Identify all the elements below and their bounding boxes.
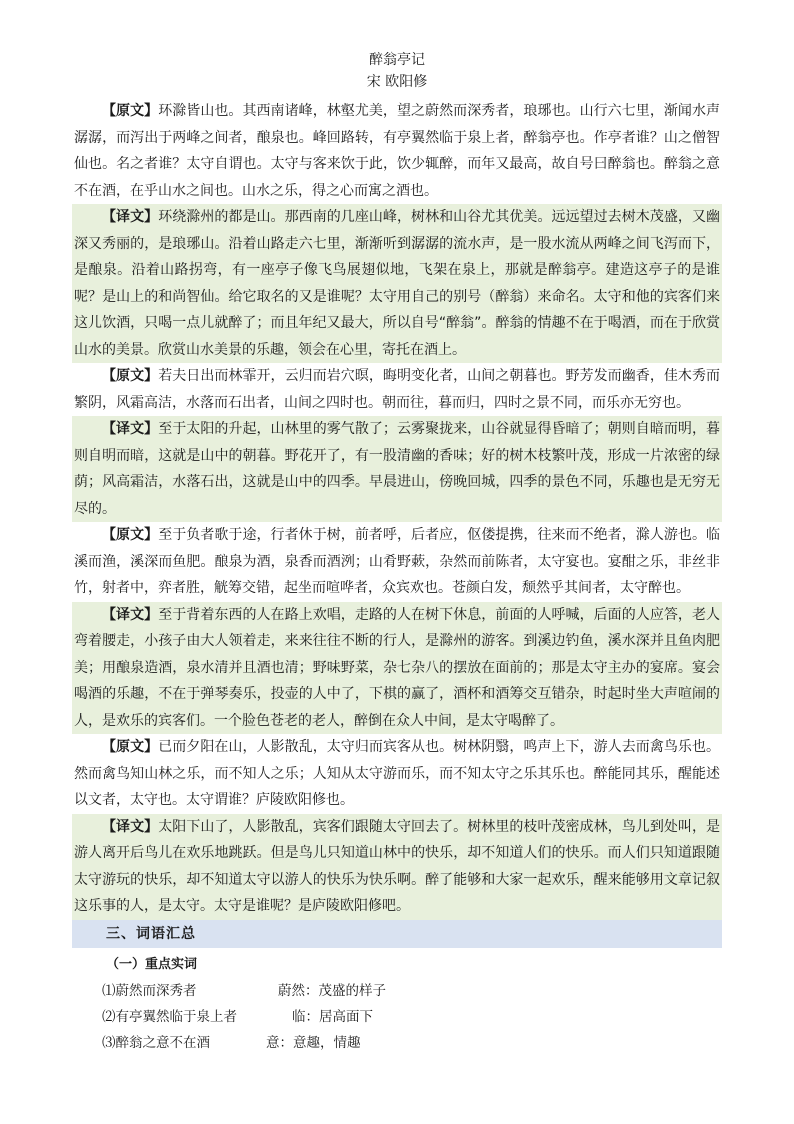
paragraph-translation-2 [72,416,722,522]
paragraph-text: 至于负者歌于途，行者休于树，前者呼，后者应，伛偻提携，往来而不绝者，滁人游也。临溪而渔，溪深而鱼肥。酿泉为酒，泉香而酒洌；山肴野蔌，杂然而前陈者，太守宴也。宴酣之乐，非丝非竹，射者中，弈者胜，觥筹交错，起坐而喧哗者，众宾欢也。苍颜白发，颓然乎其间者，太守醉也。 [74,527,720,596]
document-page [72,50,722,1056]
vocab-item [72,978,722,1004]
document-title: 醉翁亭记 [369,52,425,68]
section-heading: 三、词语汇总 [72,920,722,948]
paragraph-text: 已而夕阳在山，人影散乱，太守归而宾客从也。树林阴翳，鸣声上下，游人去而禽鸟乐也。然而禽鸟知山林之乐，而不知人之乐；人知从太守游而乐，而不知太守之乐其乐也。醉能同其乐，醒能述以文者，太守也。太守谓谁？庐陵欧阳修也。 [74,739,720,808]
vocab-phrase: ⑵有亭翼然临于泉上者 [102,1008,237,1025]
document-author: 宋 欧阳修 [366,74,428,90]
paragraph-translation-3 [72,602,722,735]
paragraph-text: 环滁皆山也。其西南诸峰，林壑尤美，望之蔚然而深秀者，琅琊也。山行六七里，渐闻水声潺潺，而泻出于两峰之间者，酿泉也。峰回路转，有亭翼然临于泉上者，醉翁亭也。作亭者谁？山之僧智仙也。名之者谁？太守自谓也。太守与客来饮于此，饮少辄醉，而年又最高，故自号曰醉翁也。醉翁之意不在酒，在乎山水之间也。山水之乐，得之心而寓之酒也。 [74,103,720,199]
paragraph-translation-4 [72,814,722,920]
paragraph-original-1 [72,98,722,204]
paragraph-text: 若夫日出而林霏开，云归而岩穴暝，晦明变化者，山间之朝暮也。野芳发而幽香，佳木秀而繁阴，风霜高洁，水落而石出者，山间之四时也。朝而往，暮而归，四时之景不同，而乐亦无穷也。 [74,368,720,411]
vocab-item [72,1030,722,1056]
paragraph-translation-1 [72,204,722,363]
paragraph-tag: 【译文】 [102,209,159,225]
section-subheading: （一）重点实词 [106,956,198,972]
paragraph-original-4 [72,734,722,814]
paragraph-tag: 【原文】 [102,527,159,543]
vocab-phrase: ⑴蔚然而深秀者 [102,982,197,999]
paragraph-tag: 【译文】 [102,606,159,623]
paragraph-text: 至于背着东西的人在路上欢唱，走路的人在树下休息，前面的人呼喊，后面的人应答，老人弯着腰走，小孩子由大人领着走，来来往往不断的行人，是滁州的游客。到溪边钓鱼，溪水深并且鱼肉肥美；用酿泉造酒，泉水清并且酒也清；野味野菜，杂七杂八的摆放在面前的；那是太守主办的宴席。宴会喝酒的乐趣，不在于弹琴奏乐，投壶的人中了，下棋的赢了，酒杯和酒筹交互错杂，时起时坐大声喧闹的人，是欢乐的宾客们。一个脸色苍老的老人，醉倒在众人中间，是太守喝醉了。 [74,606,720,729]
paragraph-tag: 【译文】 [102,421,159,437]
paragraph-original-3 [72,522,722,602]
vocab-meaning: 蔚然：茂盛的样子 [278,982,386,999]
vocab-meaning: 意：意趣，情趣 [266,1034,361,1051]
paragraph-text: 环绕滁州的都是山。那西南的几座山峰，树林和山谷尤其优美。远远望过去树木茂盛，又幽深又秀丽的，是琅琊山。沿着山路走六七里，渐渐听到潺潺的流水声，是一股水流从两峰之间飞泻而下，是酿泉。沿着山路拐弯，有一座亭子像飞鸟展翅似地，飞架在泉上，那就是醉翁亭。建造这亭子的是谁呢？是山上的和尚智仙。给它取名的又是谁呢？太守用自己的别号（醉翁）来命名。太守和他的宾客们来这儿饮酒，只喝一点儿就醉了；而且年纪又最大，所以自号“醉翁”。醉翁的情趣不在于喝酒，而在于欣赏山水的美景。欣赏山水美景的乐趣，领会在心里，寄托在酒上。 [74,209,720,358]
paragraph-tag: 【原文】 [102,739,159,755]
paragraph-original-2 [72,363,722,416]
vocab-meaning: 临：居高面下 [292,1008,373,1025]
vocab-phrase: ⑶醉翁之意不在酒 [102,1034,210,1051]
paragraph-tag: 【原文】 [102,103,159,119]
vocab-item [72,1004,722,1030]
paragraph-text: 至于太阳的升起，山林里的雾气散了；云雾聚拢来，山谷就显得昏暗了；朝则自暗而明，暮则自明而暗，这就是山中的朝暮。野花开了，有一股清幽的香味；好的树木枝繁叶茂，形成一片浓密的绿荫；风高霜洁，水落石出，这就是山中的四季。早晨进山，傍晚回城，四季的景色不同，乐趣也是无穷无尽的。 [74,421,720,517]
paragraph-text: 太阳下山了，人影散乱，宾客们跟随太守回去了。树林里的枝叶茂密成林，鸟儿到处叫，是游人离开后鸟儿在欢乐地跳跃。但是鸟儿只知道山林中的快乐，却不知道人们的快乐。而人们只知道跟随太守游玩的快乐，却不知道太守以游人的快乐为快乐啊。醉了能够和大家一起欢乐，醒来能够用文章记叙这乐事的人，是太守。太守是谁呢？是庐陵欧阳修吧。 [74,818,720,914]
paragraph-tag: 【原文】 [102,368,159,384]
paragraph-tag: 【译文】 [102,818,159,835]
